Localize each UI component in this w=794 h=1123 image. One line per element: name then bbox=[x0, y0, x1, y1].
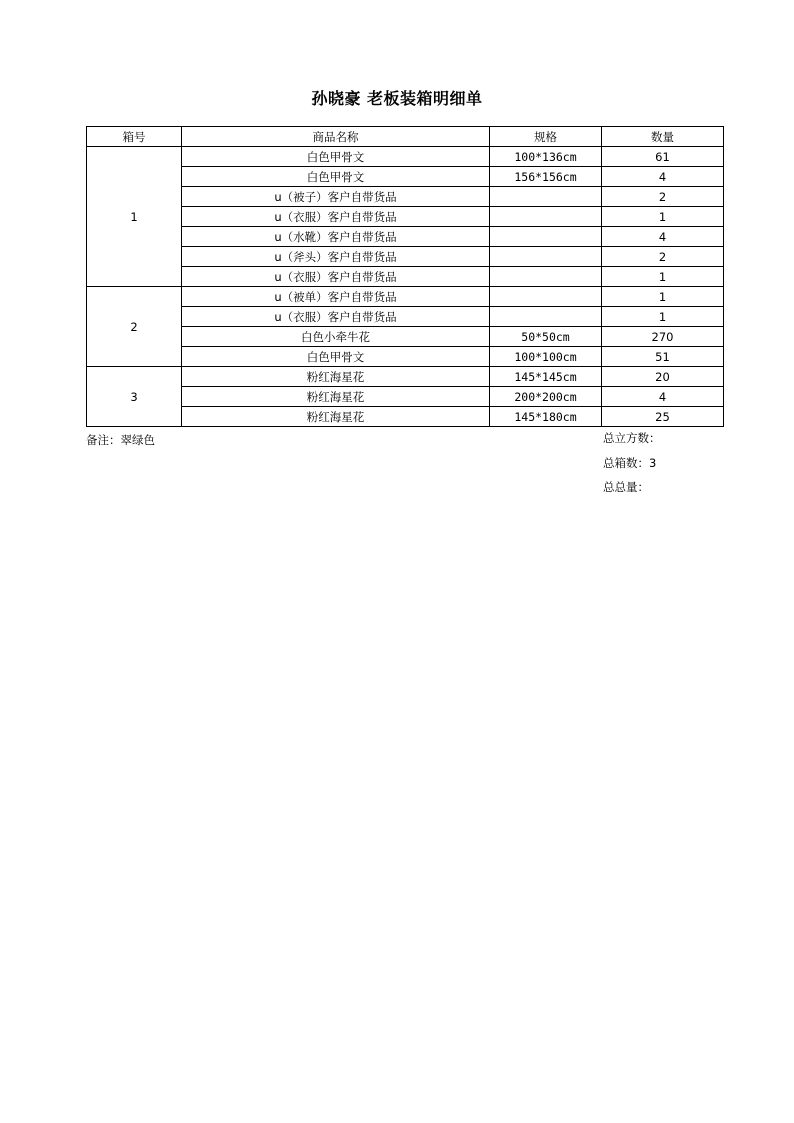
header-qty: 数量 bbox=[602, 127, 724, 147]
product-name-cell: 粉红海星花 bbox=[182, 367, 490, 387]
header-spec: 规格 bbox=[490, 127, 602, 147]
spec-cell: 100*100cm bbox=[490, 347, 602, 367]
header-box: 箱号 bbox=[87, 127, 182, 147]
spec-cell bbox=[490, 287, 602, 307]
table-row bbox=[87, 207, 724, 227]
quantity-cell: 1 bbox=[602, 267, 724, 287]
spec-cell bbox=[490, 187, 602, 207]
product-name-cell: u（斧头）客户自带货品 bbox=[182, 247, 490, 267]
spec-cell: 200*200cm bbox=[490, 387, 602, 407]
packing-table bbox=[86, 126, 724, 427]
product-name-cell: 白色甲骨文 bbox=[182, 147, 490, 167]
quantity-cell: 61 bbox=[602, 147, 724, 167]
product-name-cell: 粉红海星花 bbox=[182, 387, 490, 407]
total-volume: 总立方数： bbox=[603, 431, 661, 445]
spec-cell bbox=[490, 247, 602, 267]
table-row bbox=[87, 147, 724, 167]
spec-cell bbox=[490, 207, 602, 227]
quantity-cell: 1 bbox=[602, 307, 724, 327]
table-row bbox=[87, 327, 724, 347]
table-row bbox=[87, 267, 724, 287]
box-number-cell: 3 bbox=[87, 367, 182, 427]
product-name-cell: u（水靴）客户自带货品 bbox=[182, 227, 490, 247]
table-row bbox=[87, 287, 724, 307]
table-row bbox=[87, 387, 724, 407]
quantity-cell: 4 bbox=[602, 167, 724, 187]
quantity-cell: 4 bbox=[602, 227, 724, 247]
box-number-cell: 2 bbox=[87, 287, 182, 367]
spec-cell: 100*136cm bbox=[490, 147, 602, 167]
product-name-cell: 白色甲骨文 bbox=[182, 347, 490, 367]
quantity-cell: 2 bbox=[602, 247, 724, 267]
product-name-cell: 白色甲骨文 bbox=[182, 167, 490, 187]
table-row bbox=[87, 227, 724, 247]
box-number-cell: 1 bbox=[87, 147, 182, 287]
table-row bbox=[87, 347, 724, 367]
spec-cell: 145*180cm bbox=[490, 407, 602, 427]
quantity-cell: 1 bbox=[602, 287, 724, 307]
product-name-cell: 粉红海星花 bbox=[182, 407, 490, 427]
quantity-cell: 25 bbox=[602, 407, 724, 427]
table-row bbox=[87, 187, 724, 207]
spec-cell bbox=[490, 227, 602, 247]
spec-cell: 145*145cm bbox=[490, 367, 602, 387]
table-row bbox=[87, 167, 724, 187]
spec-cell bbox=[490, 267, 602, 287]
quantity-cell: 2 bbox=[602, 187, 724, 207]
table-row bbox=[87, 307, 724, 327]
quantity-cell: 270 bbox=[602, 327, 724, 347]
product-name-cell: u（被单）客户自带货品 bbox=[182, 287, 490, 307]
table-row bbox=[87, 247, 724, 267]
product-name-cell: u（衣服）客户自带货品 bbox=[182, 267, 490, 287]
quantity-cell: 4 bbox=[602, 387, 724, 407]
product-name-cell: 白色小牵牛花 bbox=[182, 327, 490, 347]
header-name: 商品名称 bbox=[182, 127, 490, 147]
header-row bbox=[87, 127, 724, 147]
table-row bbox=[87, 407, 724, 427]
spec-cell: 156*156cm bbox=[490, 167, 602, 187]
spec-cell: 50*50cm bbox=[490, 327, 602, 347]
table-row bbox=[87, 367, 724, 387]
total-quantity: 总总量： bbox=[603, 480, 649, 494]
product-name-cell: u（被子）客户自带货品 bbox=[182, 187, 490, 207]
remark-note: 备注：翠绿色 bbox=[86, 433, 155, 447]
document-title: 孙晓豪 老板装箱明细单 bbox=[311, 89, 483, 108]
quantity-cell: 1 bbox=[602, 207, 724, 227]
product-name-cell: u（衣服）客户自带货品 bbox=[182, 307, 490, 327]
table-body bbox=[87, 147, 724, 427]
quantity-cell: 51 bbox=[602, 347, 724, 367]
product-name-cell: u（衣服）客户自带货品 bbox=[182, 207, 490, 227]
quantity-cell: 20 bbox=[602, 367, 724, 387]
spec-cell bbox=[490, 307, 602, 327]
total-boxes: 总箱数：3 bbox=[603, 456, 657, 470]
